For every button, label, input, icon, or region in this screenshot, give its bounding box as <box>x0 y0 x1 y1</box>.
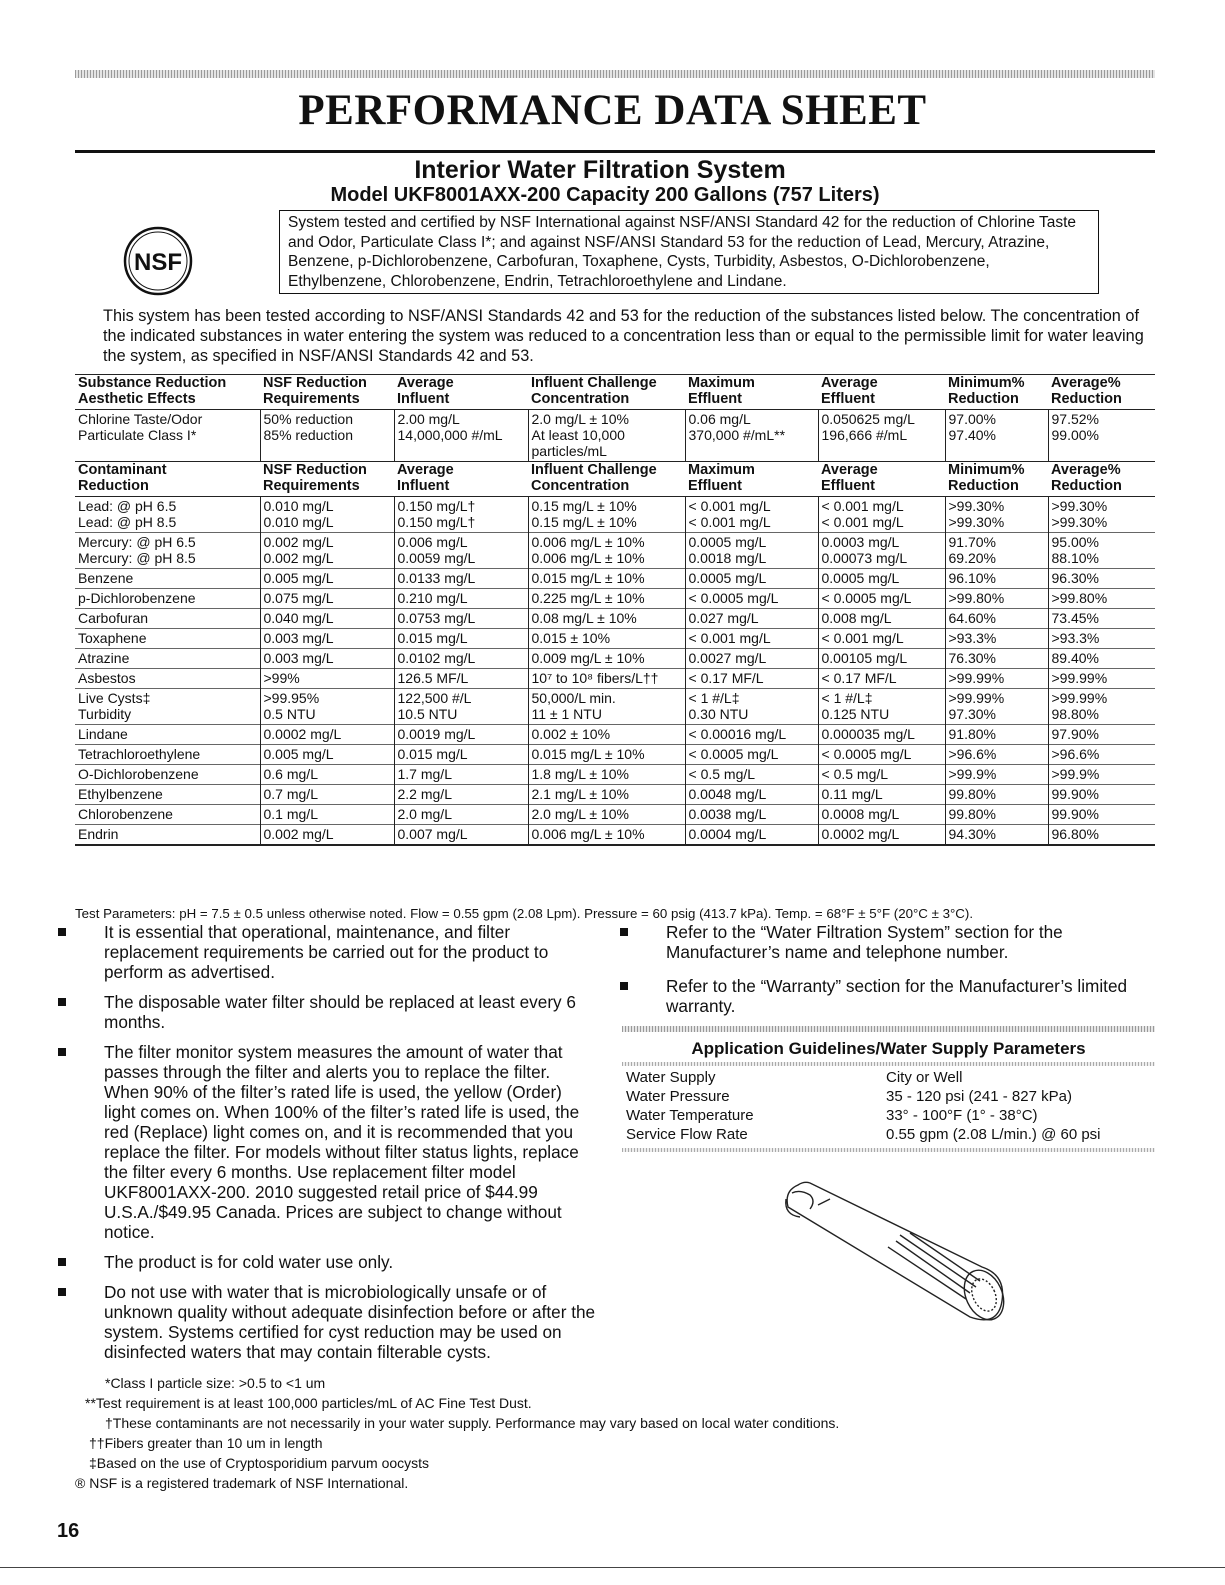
table-cell: 50,000/L min. 11 ± 1 NTU <box>528 689 685 725</box>
parameter-label: Water Supply <box>626 1069 716 1086</box>
table-cell: 0.0008 mg/L <box>818 805 945 825</box>
title-rule <box>75 150 1155 153</box>
table-cell: 2.0 mg/L <box>394 805 528 825</box>
parameter-label: Water Temperature <box>626 1107 754 1124</box>
bullet-item <box>620 922 1155 962</box>
table-cell: 0.15 mg/L ± 10% 0.15 mg/L ± 10% <box>528 497 685 533</box>
table-cell: 91.70% 69.20% <box>945 533 1048 569</box>
model-line: Model UKF8001AXX-200 Capacity 200 Gallons (757 Liters) <box>330 184 880 206</box>
table-cell: 96.80% <box>1048 825 1155 846</box>
aesthetic-header-row <box>75 375 1155 410</box>
table-cell: 0.006 mg/L ± 10% 0.006 mg/L ± 10% <box>528 533 685 569</box>
table-cell: 0.002 mg/L 0.002 mg/L <box>260 533 394 569</box>
table-cell: 89.40% <box>1048 649 1155 669</box>
table-cell: 2.2 mg/L <box>394 785 528 805</box>
table-cell: Benzene <box>78 570 134 586</box>
table-cell: 0.210 mg/L <box>394 589 528 609</box>
table-cell: NSF Reduction Requirements <box>260 462 394 497</box>
bullet-item <box>58 992 598 1032</box>
table-cell: 99.90% <box>1048 785 1155 805</box>
footnotes <box>75 1373 1175 1493</box>
table-cell: 95.00% 88.10% <box>1048 533 1155 569</box>
table-cell: 10⁷ to 10⁸ fibers/L†† <box>528 669 685 689</box>
table-cell: 73.45% <box>1048 609 1155 629</box>
table-cell: 0.006 mg/L 0.0059 mg/L <box>394 533 528 569</box>
table-cell: < 0.0005 mg/L <box>685 745 818 765</box>
table-cell: 0.027 mg/L <box>685 609 818 629</box>
table-cell: Live Cysts‡ Turbidity <box>78 690 151 722</box>
table-cell: 0.005 mg/L <box>260 745 394 765</box>
app-guidelines-row <box>622 1087 1155 1106</box>
table-cell: 0.015 ± 10% <box>528 629 685 649</box>
bullet-item <box>58 1282 598 1362</box>
table-cell: >99.99% <box>1048 669 1155 689</box>
contaminant-row <box>75 569 1155 589</box>
table-cell: < 0.5 mg/L <box>818 765 945 785</box>
bullet-square-icon <box>58 1288 66 1296</box>
table-cell: Substance Reduction Aesthetic Effects <box>75 375 260 410</box>
table-cell: 0.00105 mg/L <box>818 649 945 669</box>
footnote: †These contaminants are not necessarily in your water supply. Performance may vary based on local water conditions. <box>105 1415 840 1431</box>
system-subtitle: Interior Water Filtration System <box>414 156 786 184</box>
table-cell: >99.80% <box>1048 589 1155 609</box>
table-cell: 0.225 mg/L ± 10% <box>528 589 685 609</box>
contaminant-row <box>75 533 1155 569</box>
bullet-item <box>58 1042 598 1242</box>
contaminant-row <box>75 825 1155 846</box>
table-cell: 0.08 mg/L ± 10% <box>528 609 685 629</box>
table-cell: Average Influent <box>394 462 528 497</box>
app-guidelines-title: Application Guidelines/Water Supply Parameters <box>691 1039 1086 1058</box>
app-guidelines-row <box>622 1125 1155 1144</box>
table-cell: 0.150 mg/L† 0.150 mg/L† <box>394 497 528 533</box>
table-cell: < 0.001 mg/L < 0.001 mg/L <box>685 497 818 533</box>
table-cell: Minimum% Reduction <box>945 375 1048 410</box>
contaminant-header-row <box>75 462 1155 497</box>
table-cell: Tetrachloroethylene <box>78 746 201 762</box>
table-cell: Carbofuran <box>78 610 149 626</box>
table-cell: 97.90% <box>1048 725 1155 745</box>
table-cell: Maximum Effluent <box>685 462 818 497</box>
table-cell: 0.015 mg/L ± 10% <box>528 745 685 765</box>
bullet-square-icon <box>620 928 628 936</box>
table-cell: Influent Challenge Concentration <box>528 375 685 410</box>
table-cell: Endrin <box>78 826 119 842</box>
table-cell: >99.9% <box>945 765 1048 785</box>
table-cell: Minimum% Reduction <box>945 462 1048 497</box>
table-cell: 2.00 mg/L 14,000,000 #/mL <box>394 410 528 462</box>
table-cell: >96.6% <box>945 745 1048 765</box>
test-parameters: Test Parameters: pH = 7.5 ± 0.5 unless otherwise noted. Flow = 0.55 gpm (2.08 Lpm). Pressure = 60 psig (413.7 kPa). Temp. = 68°F ± 5°F (20°C ± 3°C). <box>75 906 974 921</box>
table-cell: 96.30% <box>1048 569 1155 589</box>
table-cell: 0.005 mg/L <box>260 569 394 589</box>
table-cell: p-Dichlorobenzene <box>78 590 196 606</box>
performance-table <box>75 374 1155 846</box>
parameter-label: Water Pressure <box>626 1088 730 1105</box>
table-cell: 0.002 ± 10% <box>528 725 685 745</box>
table-cell: 0.003 mg/L <box>260 629 394 649</box>
table-cell: 0.0003 mg/L 0.00073 mg/L <box>818 533 945 569</box>
bottom-edge-line <box>0 1567 1225 1568</box>
parameter-value: 35 - 120 psi (241 - 827 kPa) <box>886 1088 1072 1105</box>
table-cell: 0.000035 mg/L <box>818 725 945 745</box>
page-title: PERFORMANCE DATA SHEET <box>298 87 927 134</box>
footnote: ††Fibers greater than 10 um in length <box>89 1435 323 1451</box>
table-cell: Chlorobenzene <box>78 806 173 822</box>
top-decorative-band <box>75 70 1155 78</box>
parameter-value: City or Well <box>886 1069 963 1086</box>
contaminant-row <box>75 805 1155 825</box>
table-cell: < 0.00016 mg/L <box>685 725 818 745</box>
bullet-item <box>620 976 1155 1016</box>
bullet-square-icon <box>58 1048 66 1056</box>
bullet-text: The disposable water filter should be replaced at least every 6 months. <box>104 992 576 1032</box>
table-cell: 99.80% <box>945 785 1048 805</box>
table-cell: >93.3% <box>945 629 1048 649</box>
table-cell: 0.050625 mg/L 196,666 #/mL <box>818 410 945 462</box>
table-cell: Ethylbenzene <box>78 786 163 802</box>
table-cell: Toxaphene <box>78 630 147 646</box>
table-cell: 0.0102 mg/L <box>394 649 528 669</box>
table-cell: >99.95% 0.5 NTU <box>260 689 394 725</box>
table-cell: 0.11 mg/L <box>818 785 945 805</box>
table-cell: < 0.001 mg/L < 0.001 mg/L <box>818 497 945 533</box>
table-cell: Average Effluent <box>818 462 945 497</box>
bullet-square-icon <box>58 928 66 936</box>
contaminant-row <box>75 497 1155 533</box>
footnote: ® NSF is a registered trademark of NSF International. <box>75 1475 409 1491</box>
bullet-square-icon <box>58 998 66 1006</box>
table-cell: 97.52% 99.00% <box>1048 410 1155 462</box>
footnote: ‡Based on the use of Cryptosporidium parvum oocysts <box>89 1455 430 1471</box>
bullet-square-icon <box>58 1258 66 1266</box>
table-cell: 0.0133 mg/L <box>394 569 528 589</box>
table-cell: 0.008 mg/L <box>818 609 945 629</box>
table-cell: 76.30% <box>945 649 1048 669</box>
table-cell: Average Influent <box>394 375 528 410</box>
table-cell: 2.1 mg/L ± 10% <box>528 785 685 805</box>
table-cell: < 0.17 MF/L <box>818 669 945 689</box>
nsf-logo-icon <box>123 226 193 296</box>
table-cell: >99.99% <box>945 669 1048 689</box>
table-cell: < 0.0005 mg/L <box>818 745 945 765</box>
bullet-item <box>58 922 598 982</box>
bullet-square-icon <box>620 982 628 990</box>
table-cell: 0.075 mg/L <box>260 589 394 609</box>
table-cell: 99.90% <box>1048 805 1155 825</box>
bullet-text: Refer to the “Warranty” section for the Manufacturer’s limited warranty. <box>666 976 1128 1016</box>
table-cell: 0.002 mg/L <box>260 825 394 846</box>
table-cell: 0.006 mg/L ± 10% <box>528 825 685 846</box>
table-cell: Mercury: @ pH 6.5 Mercury: @ pH 8.5 <box>78 534 196 566</box>
bullet-text: The filter monitor system measures the amount of water that passes through the filter and alerts you to replace the filter. When 90% of the filter’s rated life is used, the yellow (Order) light comes on. When 100% of the filter’s rated life is used, the red (Replace) light comes on, and it is recommended that you replace the filter. For models without filter status lights, replace the filter every 6 months. Use replacement filter model UKF8001AXX-200. 2010 suggested retail price of $44.99 U.S.A./$49.95 Canada. Prices are subject to change without notice. <box>104 1042 580 1242</box>
table-cell: Influent Challenge Concentration <box>528 462 685 497</box>
table-cell: >99.80% <box>945 589 1048 609</box>
table-cell: NSF Reduction Requirements <box>260 375 394 410</box>
bullet-text: Refer to the “Water Filtration System” section for the Manufacturer’s name and telephone number. <box>666 922 1063 962</box>
table-cell: < 0.0005 mg/L <box>818 589 945 609</box>
table-cell: 1.8 mg/L ± 10% <box>528 765 685 785</box>
parameter-label: Service Flow Rate <box>626 1126 748 1143</box>
table-cell: >99% <box>260 669 394 689</box>
app-guidelines-table <box>622 1068 1155 1144</box>
table-cell: 64.60% <box>945 609 1048 629</box>
table-cell: 0.0027 mg/L <box>685 649 818 669</box>
footnote: **Test requirement is at least 100,000 particles/mL of AC Fine Test Dust. <box>85 1395 532 1411</box>
table-cell: >99.9% <box>1048 765 1155 785</box>
table-cell: < 1 #/L‡ 0.125 NTU <box>818 689 945 725</box>
table-cell: 96.10% <box>945 569 1048 589</box>
contaminant-row <box>75 629 1155 649</box>
table-cell: 50% reduction 85% reduction <box>260 410 394 462</box>
table-cell: 91.80% <box>945 725 1048 745</box>
water-filter-illustration <box>770 1175 1030 1325</box>
table-cell: 0.015 mg/L <box>394 745 528 765</box>
app-guidelines-row <box>622 1106 1155 1125</box>
table-cell: 0.0002 mg/L <box>260 725 394 745</box>
table-cell: 2.0 mg/L ± 10% At least 10,000 particles/mL <box>528 410 685 462</box>
table-cell: 0.0004 mg/L <box>685 825 818 846</box>
table-cell: < 0.0005 mg/L <box>685 589 818 609</box>
table-cell: 0.7 mg/L <box>260 785 394 805</box>
table-cell: Maximum Effluent <box>685 375 818 410</box>
bullet-item <box>58 1252 598 1272</box>
contaminant-row <box>75 689 1155 725</box>
contaminant-row <box>75 745 1155 765</box>
bullet-list-right <box>620 922 1155 1026</box>
table-cell: 0.0019 mg/L <box>394 725 528 745</box>
table-cell: 0.06 mg/L 370,000 #/mL** <box>685 410 818 462</box>
table-cell: 0.003 mg/L <box>260 649 394 669</box>
bullet-text: Do not use with water that is microbiologically unsafe or of unknown quality without adequate disinfection before or after the system. Systems certified for cyst reduction may be used on disinfected waters that may contain filterable cysts. <box>104 1282 596 1362</box>
app-guidelines-row <box>622 1068 1155 1087</box>
table-cell: 0.007 mg/L <box>394 825 528 846</box>
table-cell: 0.040 mg/L <box>260 609 394 629</box>
table-cell: 2.0 mg/L ± 10% <box>528 805 685 825</box>
contaminant-row <box>75 669 1155 689</box>
table-cell: 97.00% 97.40% <box>945 410 1048 462</box>
app-guidelines-top-band <box>622 1026 1155 1032</box>
contaminant-row <box>75 785 1155 805</box>
table-cell: 0.0753 mg/L <box>394 609 528 629</box>
table-cell: < 0.5 mg/L <box>685 765 818 785</box>
table-cell: Lindane <box>78 726 128 742</box>
table-cell: 0.015 mg/L <box>394 629 528 649</box>
table-cell: 0.0048 mg/L <box>685 785 818 805</box>
nsf-logo-text: NSF <box>134 249 182 276</box>
table-cell: < 0.17 MF/L <box>685 669 818 689</box>
bullet-list-left <box>58 922 598 1372</box>
table-cell: Average% Reduction <box>1048 375 1155 410</box>
certification-box: System tested and certified by NSF International against NSF/ANSI Standard 42 for the reduction of Chlorine Taste and Odor, Particulate Class I*; and against NSF/ANSI Standard 53 for the reduction of Lead, Mercury, Atrazine, Benzene, p-Dichlorobenzene, Carbofuran, Toxaphene, Cysts, Turbidity, Asbestos, O-Dichlorobenzene, Ethylbenzene, Chlorobenzene, Endrin, Tetrachloroethylene and Lindane. <box>279 210 1099 294</box>
table-cell: 0.010 mg/L 0.010 mg/L <box>260 497 394 533</box>
app-guidelines-rule <box>622 1062 1155 1066</box>
table-cell: 1.7 mg/L <box>394 765 528 785</box>
table-cell: Contaminant Reduction <box>75 462 260 497</box>
table-cell: Lead: @ pH 6.5 Lead: @ pH 8.5 <box>78 498 177 530</box>
contaminant-row <box>75 609 1155 629</box>
table-cell: 99.80% <box>945 805 1048 825</box>
table-cell: Asbestos <box>78 670 136 686</box>
table-cell: < 0.001 mg/L <box>685 629 818 649</box>
contaminant-row <box>75 765 1155 785</box>
aesthetic-row <box>75 410 1155 462</box>
table-cell: 0.0005 mg/L 0.0018 mg/L <box>685 533 818 569</box>
bullet-text: It is essential that operational, maintenance, and filter replacement requirements be carried out for the product to perform as advertised. <box>104 922 549 982</box>
bullet-text: The product is for cold water use only. <box>104 1252 394 1272</box>
table-cell: 0.0005 mg/L <box>818 569 945 589</box>
parameter-value: 0.55 gpm (2.08 L/min.) @ 60 psi <box>886 1126 1101 1143</box>
table-cell: 0.015 mg/L ± 10% <box>528 569 685 589</box>
table-cell: < 1 #/L‡ 0.30 NTU <box>685 689 818 725</box>
table-cell: 122,500 #/L 10.5 NTU <box>394 689 528 725</box>
table-cell: >99.30% >99.30% <box>1048 497 1155 533</box>
footnote: *Class I particle size: >0.5 to <1 um <box>105 1375 326 1391</box>
table-cell: >99.99% 98.80% <box>1048 689 1155 725</box>
table-cell: >96.6% <box>1048 745 1155 765</box>
table-cell: O-Dichlorobenzene <box>78 766 199 782</box>
table-cell: 0.0002 mg/L <box>818 825 945 846</box>
table-cell: < 0.001 mg/L <box>818 629 945 649</box>
table-cell: 0.0005 mg/L <box>685 569 818 589</box>
table-cell: >93.3% <box>1048 629 1155 649</box>
contaminant-row <box>75 725 1155 745</box>
contaminant-row <box>75 649 1155 669</box>
table-cell: 0.6 mg/L <box>260 765 394 785</box>
table-cell: 0.009 mg/L ± 10% <box>528 649 685 669</box>
table-cell: >99.99% 97.30% <box>945 689 1048 725</box>
table-cell: Average Effluent <box>818 375 945 410</box>
app-guidelines-bottom-rule <box>622 1148 1155 1152</box>
table-cell: Chlorine Taste/Odor Particulate Class I* <box>78 411 203 443</box>
table-cell: 0.0038 mg/L <box>685 805 818 825</box>
table-cell: Average% Reduction <box>1048 462 1155 497</box>
contaminant-row <box>75 589 1155 609</box>
intro-paragraph: This system has been tested according to NSF/ANSI Standards 42 and 53 for the reduction of the substances listed below. The concentration of the indicated substances in water entering the system was reduced to a concentration less than or equal to the permissible limit for water leaving the system, as specified in NSF/ANSI Standards 42 and 53. <box>103 307 1144 365</box>
parameter-value: 33° - 100°F (1° - 38°C) <box>886 1107 1038 1124</box>
table-cell: Atrazine <box>78 650 130 666</box>
table-cell: 126.5 MF/L <box>394 669 528 689</box>
table-cell: 0.1 mg/L <box>260 805 394 825</box>
table-cell: 94.30% <box>945 825 1048 846</box>
page-number: 16 <box>57 1520 80 1542</box>
table-cell: >99.30% >99.30% <box>945 497 1048 533</box>
